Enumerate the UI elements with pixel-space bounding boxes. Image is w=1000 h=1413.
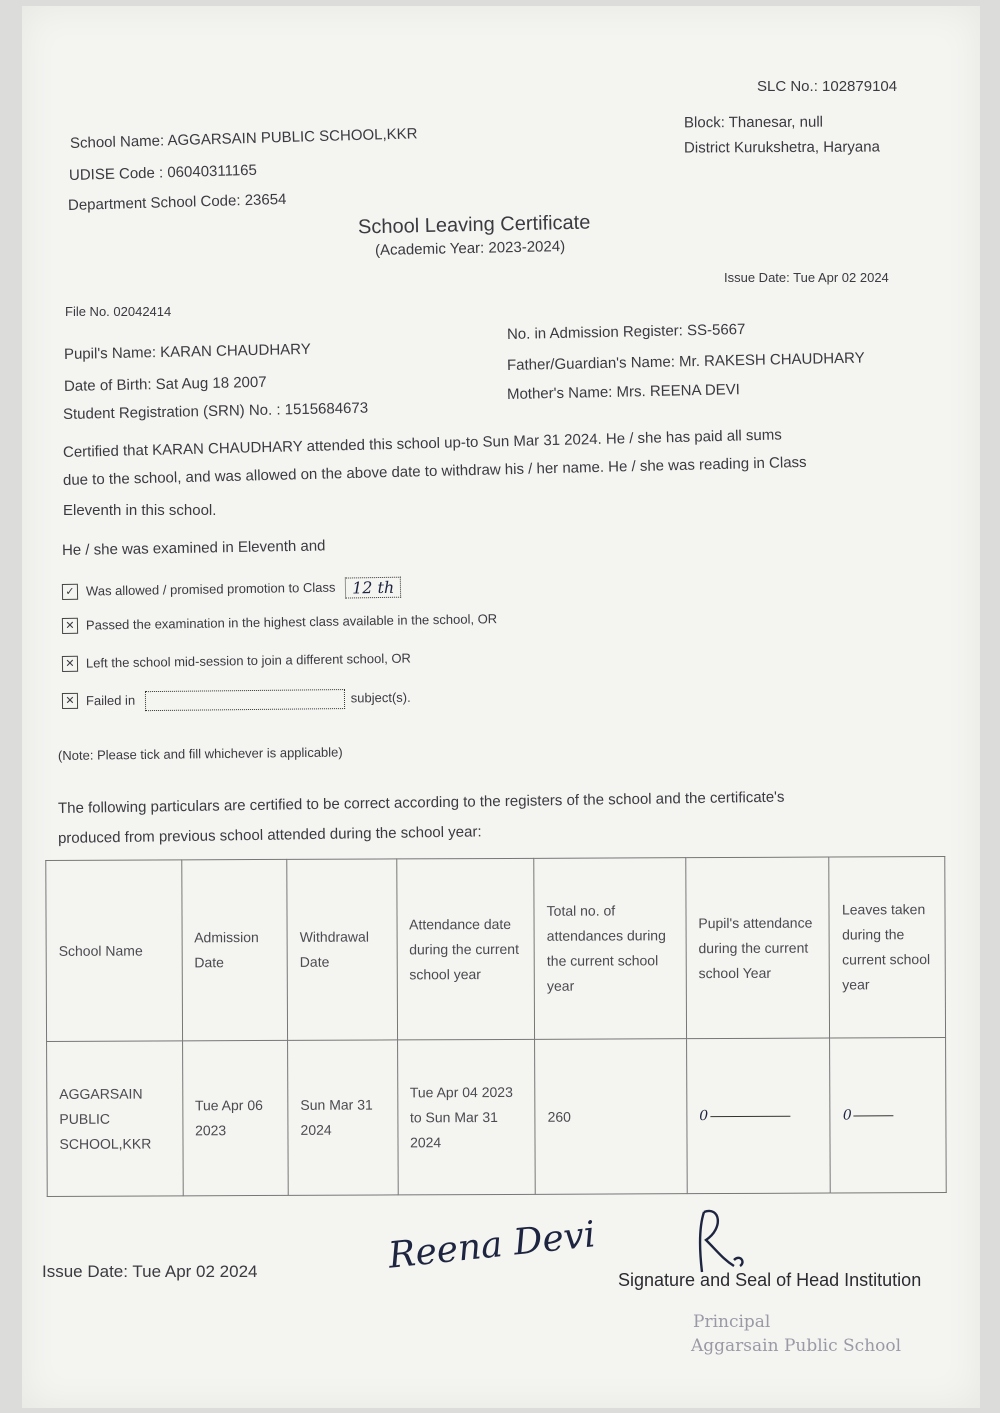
- cell-attendance-date: Tue Apr 04 2023 to Sun Mar 31 2024: [397, 1039, 535, 1195]
- particulars-line-2: produced from previous school attended during the school year:: [57, 823, 482, 847]
- failed-label: Failed in: [85, 692, 136, 709]
- header-withdrawal-date: Withdrawal Date: [287, 859, 397, 1040]
- passed-checkbox[interactable]: ✕: [62, 617, 78, 633]
- certify-line-2: due to the school, and was allowed on the above date to withdraw his / her name. He / she was reading in Class: [62, 453, 807, 489]
- cell-school-name: AGGARSAIN PUBLIC SCHOOL,KKR: [47, 1041, 183, 1197]
- promoted-class-field[interactable]: 12 th: [345, 577, 402, 599]
- block: Block: Thanesar, null: [683, 113, 824, 132]
- particulars-line-1: The following particulars are certified to be correct according to the registers of the school and the certificate's: [57, 788, 785, 817]
- stamp-line-2: Aggarsain Public School: [691, 1336, 902, 1356]
- particulars-table: [45, 856, 946, 1197]
- promoted-checkbox[interactable]: ✓: [62, 583, 78, 599]
- certify-line-1: Certified that KARAN CHAUDHARY attended this school up-to Sun Mar 31 2024. He / she has paid all sums: [62, 426, 782, 461]
- header-leaves-taken: Leaves taken during the current school year: [829, 857, 945, 1039]
- school-name: School Name: AGGARSAIN PUBLIC SCHOOL,KKR: [69, 125, 418, 152]
- certify-line-3: Eleventh in this school.: [63, 502, 217, 519]
- header-school-name: School Name: [46, 860, 182, 1042]
- srn-number: Student Registration (SRN) No. : 1515684673: [62, 399, 369, 423]
- table-row: [47, 1038, 947, 1197]
- header-admission-date: Admission Date: [181, 859, 287, 1040]
- issue-date-top: Issue Date: Tue Apr 02 2024: [724, 270, 889, 285]
- date-of-birth: Date of Birth: Sat Aug 18 2007: [63, 373, 267, 395]
- cell-pupil-attendance: [686, 1038, 830, 1194]
- academic-year: (Academic Year: 2023-2024): [374, 238, 566, 259]
- table-header-row: [46, 857, 946, 1042]
- cell-withdrawal-date: Sun Mar 31 2024: [288, 1040, 398, 1195]
- principal-signature-icon: [690, 1200, 760, 1280]
- cell-total-attendances: 260: [535, 1039, 687, 1195]
- failed-subjects-field[interactable]: [145, 689, 345, 711]
- header-total-attendances: Total no. of attendances during the current school year: [534, 858, 686, 1040]
- admission-register-no: No. in Admission Register: SS-5667: [506, 321, 746, 343]
- examined-statement: He / she was examined in Eleventh and: [61, 537, 326, 559]
- promoted-label: Was allowed / promised promotion to Class: [85, 579, 336, 599]
- certificate-title: School Leaving Certificate: [357, 211, 591, 239]
- cell-admission-date: Tue Apr 06 2023: [182, 1040, 288, 1195]
- district: District Kurukshetra, Haryana: [683, 138, 880, 157]
- left-checkbox[interactable]: ✕: [62, 655, 78, 671]
- passed-label: Passed the examination in the highest class available in the school, OR: [85, 611, 498, 633]
- dash-stroke: [710, 1116, 790, 1117]
- department-code: Department School Code: 23654: [67, 190, 287, 214]
- cell-leaves-taken: [830, 1038, 946, 1194]
- udise-code: UDISE Code : 06040311165: [68, 161, 258, 184]
- issue-date-bottom: Issue Date: Tue Apr 02 2024: [42, 1262, 258, 1281]
- pupil-attendance-value: 0: [699, 1108, 709, 1125]
- dash-stroke: [854, 1115, 894, 1116]
- file-number: File No. 02042414: [65, 304, 172, 319]
- option-failed: [62, 688, 411, 712]
- leaves-taken-value: 0: [842, 1107, 852, 1124]
- note: (Note: Please tick and fill whichever is applicable): [57, 744, 343, 763]
- slc-number: SLC No.: 102879104: [757, 78, 898, 95]
- header-pupil-attendance: Pupil's attendance during the current school Year: [686, 857, 830, 1039]
- parent-signature: Reena Devi: [386, 1214, 598, 1277]
- header-attendance-date: Attendance date during the current school year: [396, 858, 534, 1040]
- failed-checkbox[interactable]: ✕: [62, 693, 78, 709]
- mother-name: Mother's Name: Mrs. REENA DEVI: [506, 381, 741, 403]
- failed-suffix: subject(s).: [350, 689, 411, 706]
- pupil-name: Pupil's Name: KARAN CHAUDHARY: [63, 340, 311, 363]
- stamp-line-1: Principal: [693, 1312, 771, 1332]
- left-label: Left the school mid-session to join a different school, OR: [85, 650, 411, 671]
- father-name: Father/Guardian's Name: Mr. RAKESH CHAUDHARY: [506, 349, 865, 374]
- signature-label: Signature and Seal of Head Institution: [618, 1270, 922, 1290]
